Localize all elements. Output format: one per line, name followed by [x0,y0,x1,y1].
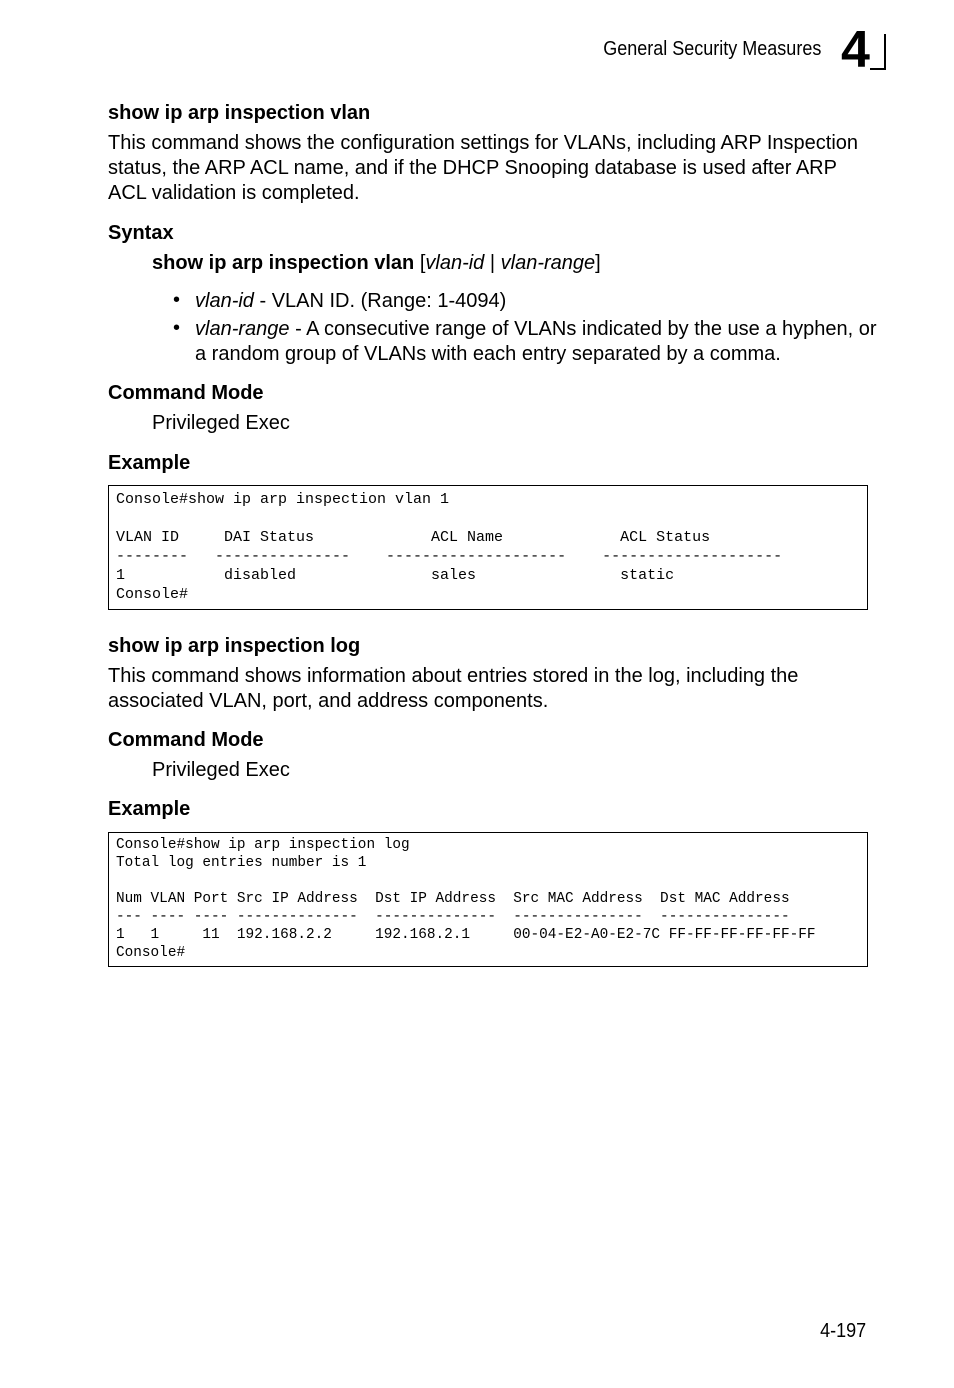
chapter-marker-bar [884,34,886,70]
param-name: vlan-range [195,318,290,340]
syntax-label: Syntax [108,222,174,244]
syntax-open-bracket: [ [414,252,426,274]
page-number: 4-197 [819,1320,866,1342]
syntax-command: show ip arp inspection vlan [152,252,415,274]
syntax-param-vlan-id: vlan-id [425,252,485,274]
example-label: Example [108,798,191,820]
vlan-section-description: This command shows the configuration settings for VLANs, including ARP Inspection status, the ARP ACL name, and if the DHCP Snooping database is used after ARP ACL validation is completed. [108,132,859,204]
vlan-example-code: Console#show ip arp inspection vlan 1 VLAN ID DAI Status ACL Name ACL Status -------- --------------- -------------------- -------------------- 1 disabled sales static Console# [116,491,783,603]
bullet-icon: • [173,289,181,311]
syntax-param-vlan-range: vlan-range [500,252,596,274]
running-header-title: General Security Measures [602,38,821,60]
command-mode-label: Command Mode [108,729,264,751]
param-desc: - A consecutive range of VLANs indicated by the use a hyphen, or a random group of VLANs with each entry separated by a comma. [195,318,877,365]
command-mode-label: Command Mode [108,382,264,404]
log-section-description: This command shows information about entries stored in the log, including the associated VLAN, port, and address components. [108,665,799,712]
command-mode-value: Privileged Exec [152,412,290,434]
chapter-marker-tick [870,68,886,70]
param-item-vlan-id [195,289,885,314]
param-desc: - VLAN ID. (Range: 1-4094) [253,290,507,312]
syntax-separator: | [484,252,501,274]
command-mode-value: Privileged Exec [152,759,290,781]
log-example-code: Console#show ip arp inspection log Total log entries number is 1 Num VLAN Port Src IP Address Dst IP Address Src MAC Address Dst MAC Address --- ---- ---- -------------- -------------- --------------- --------------- 1 1 11 192.168.2.2 192.168.2.1 00-04-E2-A0-E2-7C FF-FF-FF-FF-FF-FF Console# [116,837,816,961]
param-name: vlan-id [195,290,254,312]
param-item-vlan-range [195,317,885,367]
chapter-number: 4 [841,21,870,79]
syntax-line [152,252,601,275]
vlan-example-code-box [108,485,868,610]
bullet-icon: • [173,317,181,339]
example-label: Example [108,452,191,474]
log-example-code-box [108,832,868,967]
log-section-heading: show ip arp inspection log [108,635,361,657]
vlan-section-heading: show ip arp inspection vlan [108,102,371,124]
syntax-close-bracket: ] [595,252,601,274]
